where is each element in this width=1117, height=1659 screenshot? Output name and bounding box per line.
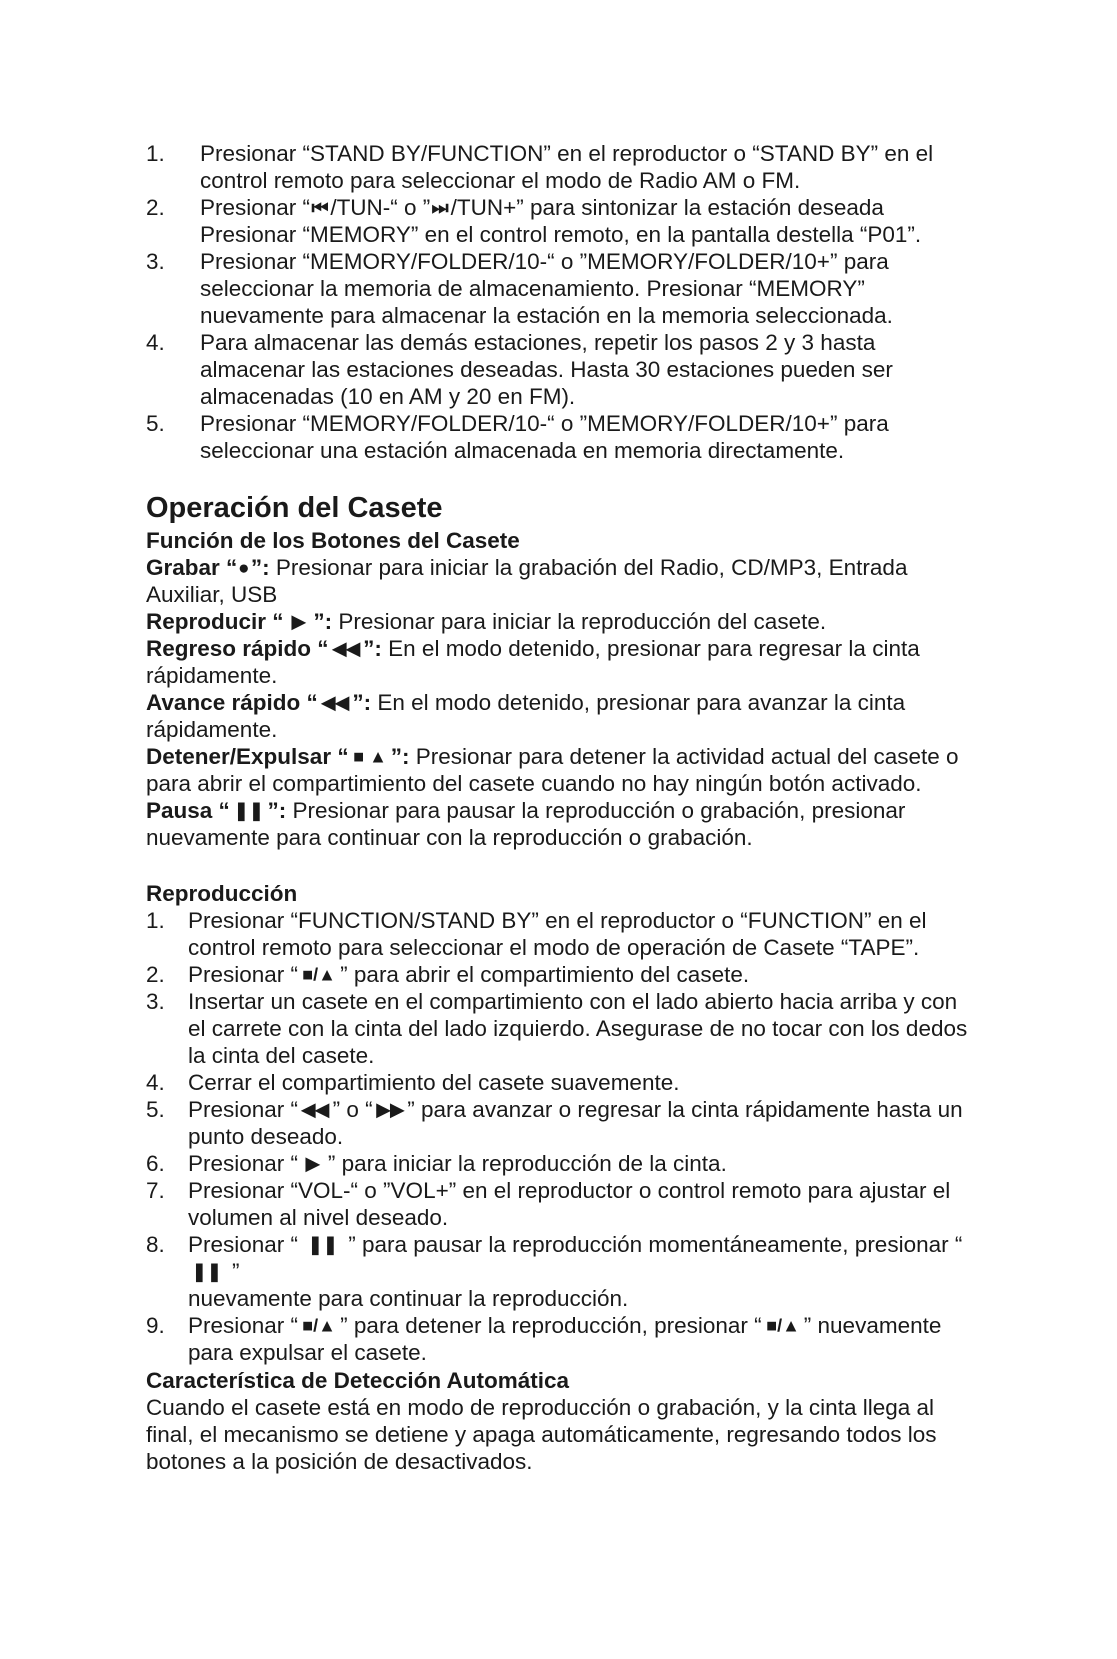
list-item: 2. Presionar “ ■/▲ ” para abrir el compartimiento del casete. <box>146 962 750 987</box>
list-item: 4. Para almacenar las demás estaciones, repetir los pasos 2 y 3 hasta almacenar las estaciones deseadas. Hasta 30 estaciones pueden ser almacenadas (10 en AM y 20 en FM). <box>146 330 893 409</box>
section-title: Operación del Casete <box>146 492 443 524</box>
stop-eject-icon: ■/▲ <box>765 1315 800 1336</box>
list-item: 3. Presionar “MEMORY/FOLDER/10-“ o ”MEMORY/FOLDER/10+” para seleccionar la memoria de almacenamiento. Presionar “MEMORY” nuevamente para almacenar la estación en la memoria seleccionada. <box>146 249 893 328</box>
auto-detection-heading: Característica de Detección Automática <box>146 1368 570 1393</box>
item-text: control remoto para seleccionar el modo de Radio AM o FM. <box>200 168 801 193</box>
item-text: Presionar “MEMORY” en el control remoto, en la pantalla destella “P01”. <box>200 222 922 247</box>
grabar-description: Grabar “●”: Presionar para iniciar la grabación del Radio, CD/MP3, Entrada Auxiliar, USB <box>146 555 908 607</box>
reproducir-description: Reproducir “ ▶ ”: Presionar para iniciar la reproducción del casete. <box>146 609 827 634</box>
list-item: 6. Presionar “ ▶ ” para iniciar la reproducción de la cinta. <box>146 1151 727 1176</box>
list-item: 5. Presionar “MEMORY/FOLDER/10-“ o ”MEMORY/FOLDER/10+” para seleccionar una estación almacenada en memoria directamente. <box>146 411 889 463</box>
list-item: 7. Presionar “VOL-“ o ”VOL+” en el reproductor o control remoto para ajustar el volumen al nivel deseado. <box>146 1178 951 1230</box>
stop-eject-icon: ■ ▲ <box>352 746 387 767</box>
auto-detection-text: Cuando el casete está en modo de reproducción o grabación, y la cinta llega al final, el mecanismo se detiene y apaga automáticamente, regresando todos los botones a la posición de desactivados. <box>146 1395 937 1474</box>
auto-detection <box>146 1367 976 1475</box>
list-item: 1. Presionar “FUNCTION/STAND BY” en el reproductor o “FUNCTION” en el control remoto para seleccionar el modo de operación de Casete “TAPE”. <box>146 908 927 960</box>
pause-icon: ❚❚ <box>308 1234 339 1255</box>
playback-list <box>146 907 976 1366</box>
store-stations-list <box>146 140 946 464</box>
item-number: 3. <box>146 249 165 274</box>
item-text: Presionar “STAND BY/FUNCTION” en el reproductor o “STAND BY” en el <box>200 141 934 166</box>
stop-eject-icon: ■/▲ <box>302 1315 336 1336</box>
list-item: 3. Insertar un casete en el compartimiento con el lado abierto hacia arriba y con el carrete con la cinta del lado izquierdo. Asegurase de no tocar con los dedos la cinta del casete. <box>146 989 968 1068</box>
button-functions-heading: Función de los Botones del Casete <box>146 528 520 553</box>
fast-forward-icon: ◀◀ <box>321 692 349 713</box>
button-functions <box>146 527 976 851</box>
pausa-description: Pausa “ ❚❚ ”: Presionar para pausar la reproducción o grabación, presionar nuevamente para continuar con la reproducción o grabación. <box>146 798 906 850</box>
list-item: 4. Cerrar el compartimiento del casete suavemente. <box>146 1070 680 1095</box>
avance-description: Avance rápido “ ◀◀ ”: En el modo detenido, presionar para avanzar la cinta rápidamente. <box>146 690 906 742</box>
detener-description: Detener/Expulsar “ ■ ▲ ”: Presionar para detener la actividad actual del casete o para abrir el compartimiento del casete cuando no hay ningún botón activado. <box>146 744 959 796</box>
rewind-icon: ◀◀ <box>301 1099 330 1120</box>
list-item: 8. Presionar “ ❚❚ ” para pausar la reproducción momentáneamente, presionar “ ❚❚ ” nuevamente para continuar la reproducción. <box>146 1232 963 1311</box>
play-icon: ▶ <box>306 1153 320 1174</box>
rewind-icon: ◀◀ <box>332 638 360 659</box>
record-icon: ● <box>238 556 250 579</box>
pause-icon: ❚❚ <box>191 1261 222 1282</box>
list-item: 5. Presionar “ ◀◀ ” o “ ▶▶ ” para avanzar o regresar la cinta rápidamente hasta un punto deseado. <box>146 1097 963 1149</box>
list-item: 2. Presionar “⏮/TUN-“ o ”⏭/TUN+” para sintonizar la estación deseada Presionar “MEMORY” en el control remoto, en la pantalla destella “P01”. <box>146 195 922 247</box>
item-number: 2. <box>146 195 165 220</box>
pause-icon: ❚❚ <box>233 800 264 821</box>
list-item: 9. Presionar “ ■/▲ ” para detener la reproducción, presionar “ ■/▲ ” nuevamente para expulsar el casete. <box>146 1313 942 1365</box>
regreso-description: Regreso rápido “ ◀◀ ”: En el modo detenido, presionar para regresar la cinta rápidamente. <box>146 636 920 688</box>
stop-eject-icon: ■/▲ <box>302 964 336 985</box>
item-number: 1. <box>146 141 165 166</box>
item-number: 4. <box>146 330 165 355</box>
fast-forward-icon: ▶▶ <box>376 1099 404 1120</box>
playback-heading: Reproducción <box>146 881 298 906</box>
list-item <box>146 140 946 194</box>
item-number: 5. <box>146 411 165 436</box>
skip-forward-icon: ⏭ <box>431 196 450 219</box>
play-icon: ▶ <box>291 611 306 632</box>
skip-back-icon: ⏮ <box>311 196 329 219</box>
